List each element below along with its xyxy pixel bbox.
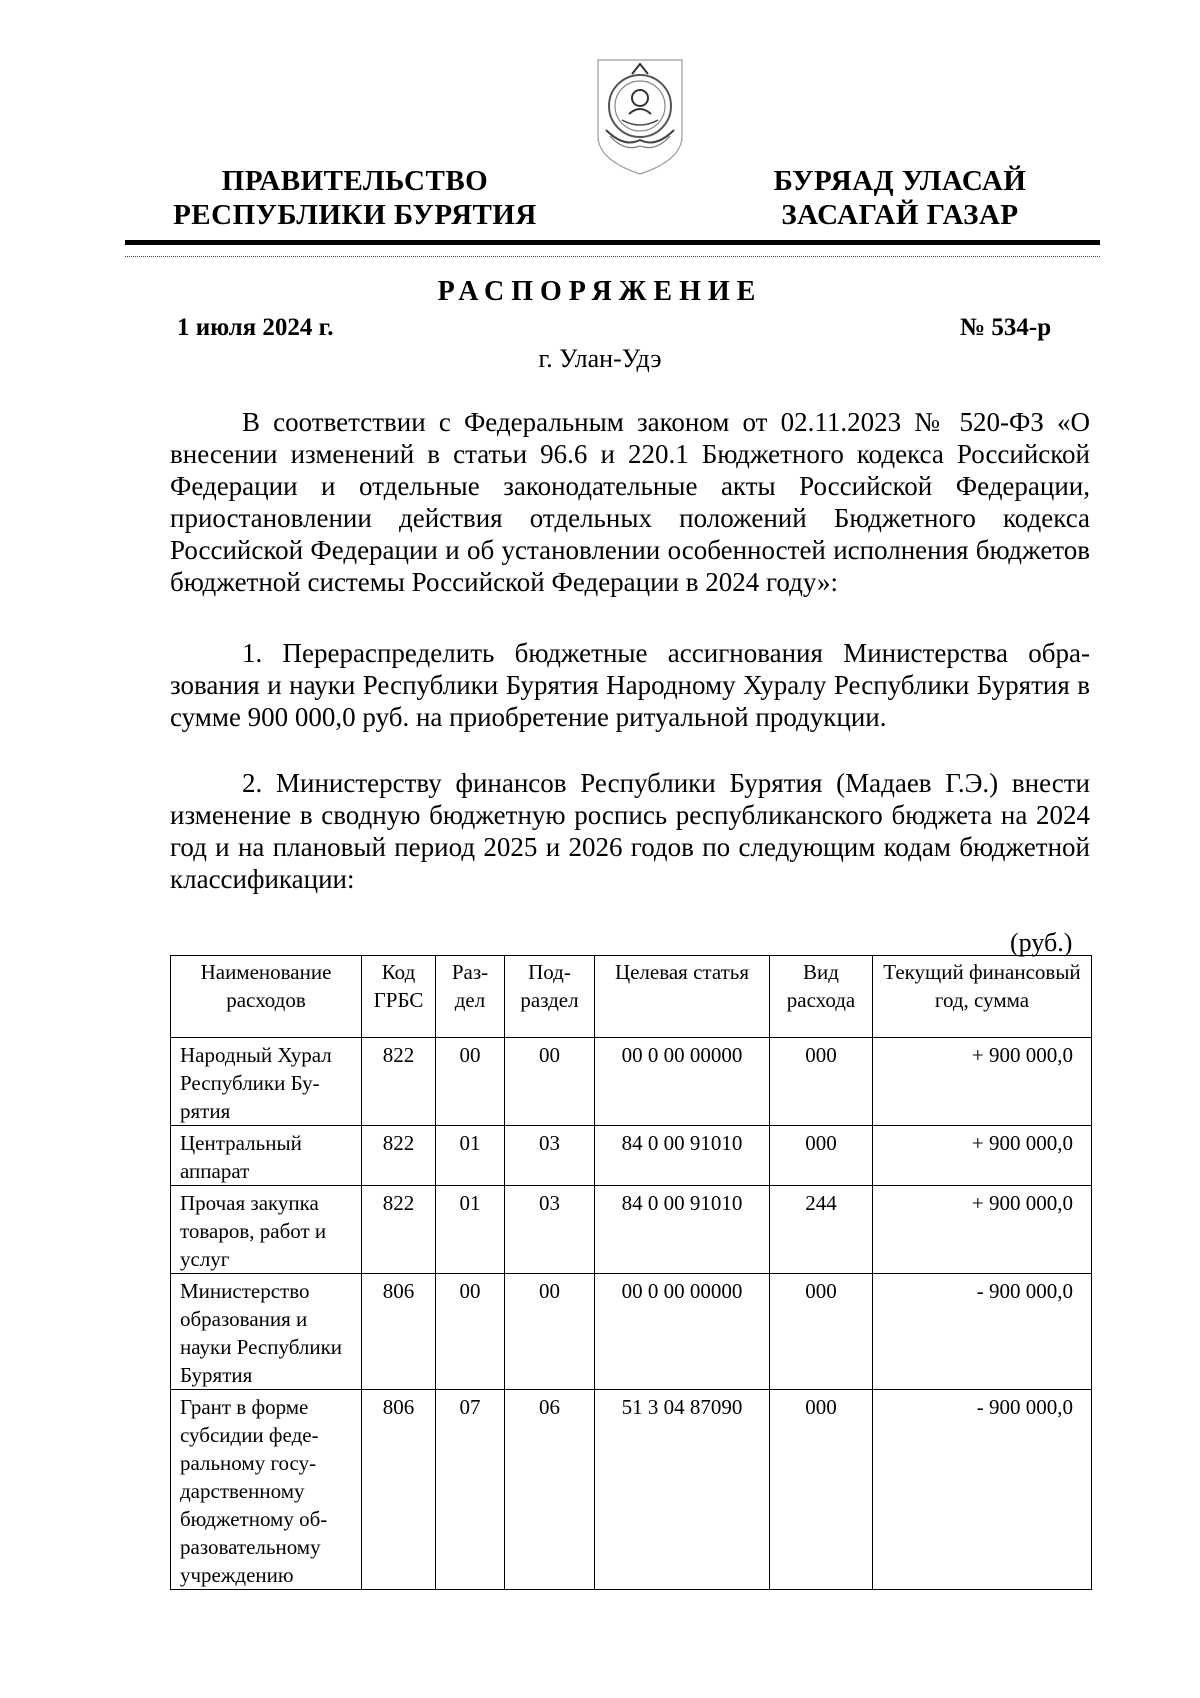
cell-amount: + 900 000,0	[873, 1186, 1092, 1274]
header-grbs: Код ГРБС	[362, 956, 436, 1038]
government-name-buryat-line2: ЗАСАГАЙ ГАЗАР	[781, 199, 1019, 231]
cell-expense-type: 000	[770, 1038, 873, 1126]
cell-name: Министерство образования и науки Республики Бурятия	[171, 1274, 362, 1390]
header-divider-thin	[125, 256, 1100, 257]
cell-name: Народный Хурал Республики Бурятия	[171, 1038, 362, 1126]
table-row	[171, 1186, 1092, 1274]
coat-of-arms-icon	[594, 56, 686, 178]
government-name-buryat-line1: БУРЯАД УЛАСАЙ	[773, 165, 1027, 197]
document-date: 1 июля 2024 г.	[177, 314, 334, 341]
intro-paragraph	[170, 406, 1090, 598]
header-name: Наименование расходов	[171, 956, 362, 1038]
cell-subsection: 03	[505, 1186, 595, 1274]
budget-table	[170, 955, 1092, 1590]
item-1-text: 1. Перераспределить бюджетные ассигнования Министерства образования и науки Республики Бурятия Народному Хуралу Республики Бурятия в сумме 900 000,0 руб. на приобретение ритуальной продукции.	[170, 638, 1090, 732]
cell-target: 00 0 00 00000	[595, 1274, 770, 1390]
cell-grbs: 822	[362, 1126, 436, 1186]
cell-grbs: 822	[362, 1038, 436, 1126]
cell-amount: + 900 000,0	[873, 1126, 1092, 1186]
cell-grbs: 822	[362, 1186, 436, 1274]
cell-subsection: 06	[505, 1390, 595, 1590]
cell-target: 00 0 00 00000	[595, 1038, 770, 1126]
government-name-line1: ПРАВИТЕЛЬСТВО	[221, 165, 489, 197]
cell-name: Грант в форме субсидии федеральному государственному бюджетному образовательному учреждению	[171, 1390, 362, 1590]
cell-name: Центральный аппарат	[171, 1126, 362, 1186]
cell-section: 01	[436, 1126, 505, 1186]
cell-section: 00	[436, 1038, 505, 1126]
intro-paragraph-text: В соответствии с Федеральным законом от 02.11.2023 № 520-ФЗ «О внесении изменений в статьи 96.6 и 220.1 Бюджетного кодекса Российской Федерации и отдельные законодательные акты Российской Федерации, приостановлении действия отдельных положений Бюджетного кодекса Российской Федерации и об установлении особенностей исполнения бюджетов бюджетной системы Российской Федерации в 2024 году»:	[170, 407, 1090, 597]
cell-name: Прочая закупка товаров, работ и услуг	[171, 1186, 362, 1274]
cell-subsection: 00	[505, 1274, 595, 1390]
cell-amount: - 900 000,0	[873, 1390, 1092, 1590]
document-type: РАСПОРЯЖЕНИЕ	[437, 276, 763, 307]
cell-target: 51 3 04 87090	[595, 1390, 770, 1590]
item-2-text: 2. Министерству финансов Республики Бурятия (Мадаев Г.Э.) внести изменение в сводную бюджетную роспись республиканского бюджета на 2024 год и на плановый период 2025 и 2026 годов по следующим кодам бюджетной классификации:	[170, 768, 1090, 894]
government-name-buryat	[755, 164, 1045, 232]
cell-amount: - 900 000,0	[873, 1274, 1092, 1390]
cell-amount: + 900 000,0	[873, 1038, 1092, 1126]
header-divider	[125, 240, 1100, 245]
cell-grbs: 806	[362, 1390, 436, 1590]
item-1-paragraph	[170, 637, 1090, 733]
cell-subsection: 03	[505, 1126, 595, 1186]
cell-subsection: 00	[505, 1038, 595, 1126]
header-section: Раздел	[436, 956, 505, 1038]
document-city: г. Улан-Удэ	[538, 344, 662, 373]
item-2-paragraph	[170, 767, 1090, 895]
table-unit-label: (руб.)	[1010, 928, 1073, 957]
table-row	[171, 1126, 1092, 1186]
table-row	[171, 1390, 1092, 1590]
cell-section: 00	[436, 1274, 505, 1390]
header-target: Целевая статья	[595, 956, 770, 1038]
cell-target: 84 0 00 91010	[595, 1186, 770, 1274]
document-number: № 534-р	[960, 314, 1052, 341]
cell-expense-type: 000	[770, 1126, 873, 1186]
government-name-russian	[170, 164, 540, 232]
table-row	[171, 1274, 1092, 1390]
header-subsection: Подраздел	[505, 956, 595, 1038]
cell-grbs: 806	[362, 1274, 436, 1390]
header-amount: Текущий финансовый год, сумма	[873, 956, 1092, 1038]
table-header-row	[171, 956, 1092, 1038]
cell-expense-type: 000	[770, 1390, 873, 1590]
cell-expense-type: 000	[770, 1274, 873, 1390]
cell-expense-type: 244	[770, 1186, 873, 1274]
cell-section: 07	[436, 1390, 505, 1590]
header-expense-type: Вид расхода	[770, 956, 873, 1038]
cell-target: 84 0 00 91010	[595, 1126, 770, 1186]
government-name-line2: РЕСПУБЛИКИ БУРЯТИЯ	[173, 199, 537, 231]
cell-section: 01	[436, 1186, 505, 1274]
table-row	[171, 1038, 1092, 1126]
